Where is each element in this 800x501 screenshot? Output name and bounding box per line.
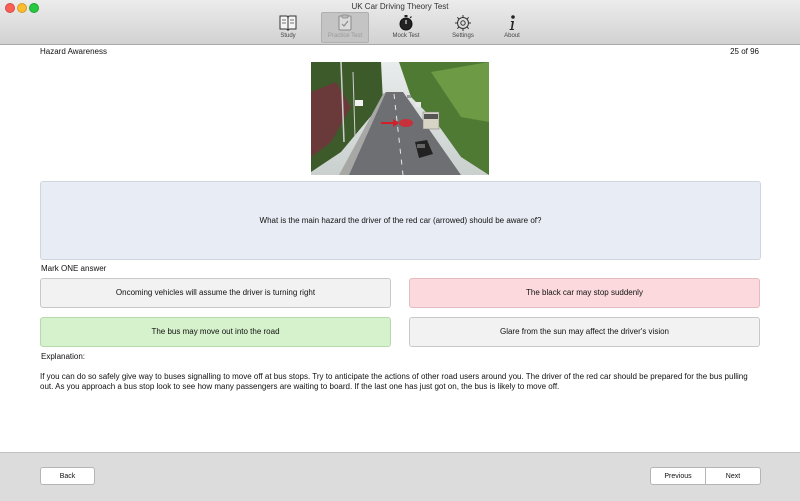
toolbar-study-label: Study [280,33,296,39]
info-icon [503,14,521,31]
toolbar-settings[interactable] [440,13,486,42]
window-toolbar [0,0,800,45]
book-icon [278,14,298,31]
section-title: Hazard Awareness [40,47,107,56]
toolbar-mock-test-label: Mock Test [392,33,420,39]
answer-option-2[interactable] [409,278,760,308]
toolbar-mock-test[interactable] [383,13,429,42]
toolbar-settings-label: Settings [452,33,474,39]
answer-option-1[interactable] [40,278,391,308]
stopwatch-icon [397,14,415,31]
toolbar-about[interactable] [489,13,535,42]
answer-option-3-text: The bus may move out into the road [151,327,280,336]
question-image [311,62,489,175]
previous-button[interactable]: Previous [650,467,706,485]
gear-icon [454,14,472,31]
clipboard-icon [336,14,354,31]
toolbar-about-label: About [504,33,520,39]
window-title: UK Car Driving Theory Test [351,2,449,11]
answer-option-4[interactable] [409,317,760,347]
toolbar-study[interactable] [265,13,311,42]
back-button[interactable]: Back [40,467,95,485]
answer-option-1-text: Oncoming vehicles will assume the driver is turning right [115,288,316,297]
bottom-navigation-bar [0,452,800,501]
toolbar-practice-test[interactable] [321,12,369,43]
answer-option-2-text: The black car may stop suddenly [526,288,643,297]
explanation-label: Explanation: [41,352,86,361]
page-counter: 25 of 96 [730,47,759,56]
toolbar-practice-test-label: Practice Test [327,33,363,39]
explanation-text: If you can do so safely give way to buses signalling to move off at bus stops. Try to anticipate the actions of other road users around you. The driver of the red car should be prepared for the bus pulling out. As you approach a bus stop look to see how many passengers are waiting to board. If the last one has just got on, the bus is likely to move off. [40,372,748,391]
answer-option-3[interactable] [40,317,391,347]
question-box [40,181,761,260]
question-text: What is the main hazard the driver of the red car (arrowed) should be aware of? [259,216,542,225]
answer-option-4-text: Glare from the sun may affect the driver's vision [499,327,669,336]
next-button[interactable]: Next [705,467,761,485]
mark-instruction: Mark ONE answer [41,264,107,273]
